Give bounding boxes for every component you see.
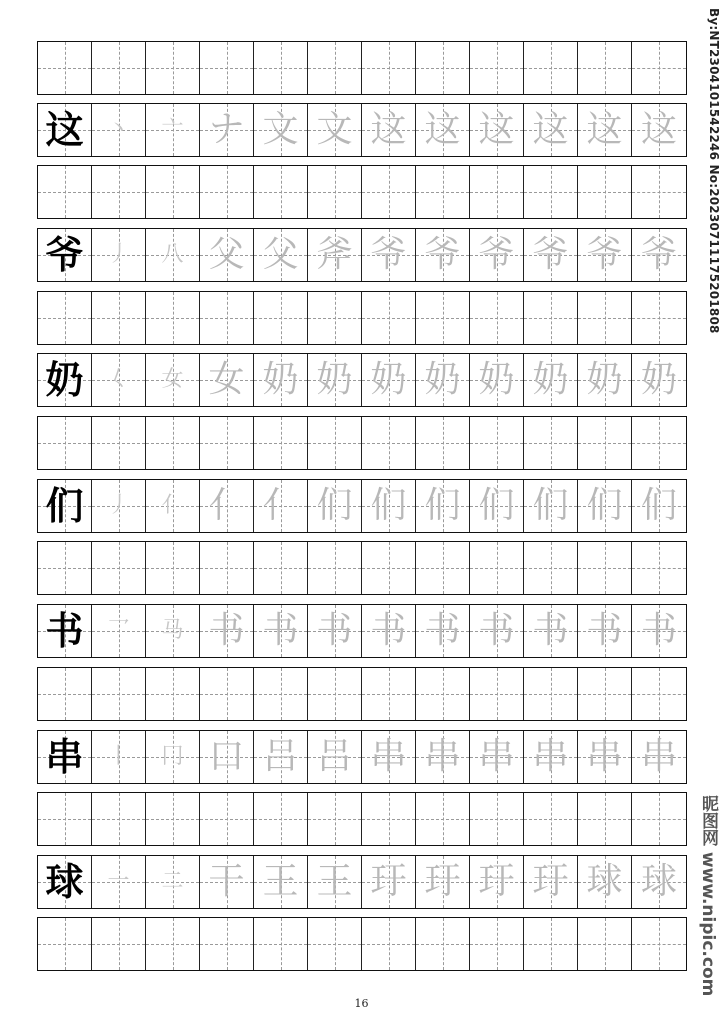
practice-cell[interactable] (254, 856, 308, 908)
stroke-order-trace: 书 (316, 610, 353, 651)
stroke-order-trace: 爷 (532, 234, 569, 275)
blank-practice-row (37, 792, 687, 846)
practice-cell[interactable] (524, 731, 578, 783)
practice-cell[interactable] (470, 417, 524, 469)
practice-cell[interactable] (416, 856, 470, 908)
practice-cell[interactable] (200, 166, 254, 218)
practice-cell[interactable] (200, 668, 254, 720)
practice-cell[interactable] (578, 668, 632, 720)
stroke-order-trace: 串 (478, 736, 515, 777)
model-character-cell (38, 731, 92, 783)
blank-practice-row (37, 541, 687, 595)
practice-cell[interactable] (254, 104, 308, 156)
stroke-order-trace: 丿 (107, 242, 130, 267)
stroke-order-trace: 这 (424, 109, 461, 150)
practice-cell[interactable] (254, 354, 308, 406)
practice-cell[interactable] (200, 229, 254, 281)
practice-cell[interactable] (200, 292, 254, 344)
practice-cell[interactable] (308, 292, 362, 344)
stroke-order-trace: 亻 (161, 493, 184, 518)
practice-cell[interactable] (146, 793, 200, 845)
practice-cell[interactable] (416, 668, 470, 720)
practice-cell[interactable] (146, 229, 200, 281)
practice-cell[interactable] (524, 668, 578, 720)
practice-cell[interactable] (254, 793, 308, 845)
practice-cell[interactable] (254, 918, 308, 970)
practice-cell[interactable] (416, 731, 470, 783)
practice-cell[interactable] (632, 605, 686, 657)
stroke-order-trace: 女 (208, 359, 245, 400)
practice-cell[interactable] (524, 793, 578, 845)
practice-cell[interactable] (308, 668, 362, 720)
practice-cell[interactable] (92, 480, 146, 532)
model-character: 爷 (45, 233, 84, 277)
stroke-order-trace: 乛 (107, 618, 130, 643)
practice-cell[interactable] (308, 856, 362, 908)
stroke-order-trace: 书 (532, 610, 569, 651)
stroke-order-trace: 书 (586, 610, 623, 651)
practice-cell[interactable] (578, 542, 632, 594)
practice-cell[interactable] (470, 104, 524, 156)
practice-cell[interactable] (470, 731, 524, 783)
stroke-order-trace: 书 (370, 610, 407, 651)
model-character: 奶 (45, 358, 84, 402)
practice-cell[interactable] (92, 542, 146, 594)
practice-cell[interactable] (470, 354, 524, 406)
practice-cell[interactable] (38, 793, 92, 845)
practice-cell[interactable] (146, 605, 200, 657)
character-practice-row (37, 604, 687, 658)
practice-cell[interactable] (362, 731, 416, 783)
stroke-order-trace: 𡿨 (107, 367, 130, 392)
practice-cell[interactable] (92, 166, 146, 218)
stroke-order-trace: 书 (262, 610, 299, 651)
practice-cell[interactable] (200, 104, 254, 156)
watermark: 昵图网 www.nipic.com (698, 795, 718, 997)
practice-cell[interactable] (362, 166, 416, 218)
practice-cell[interactable] (200, 354, 254, 406)
character-practice-row (37, 855, 687, 909)
practice-cell[interactable] (524, 229, 578, 281)
stroke-order-trace: 一 (107, 869, 130, 894)
practice-cell[interactable] (362, 229, 416, 281)
practice-cell[interactable] (578, 856, 632, 908)
blank-practice-row (37, 165, 687, 219)
practice-cell[interactable] (524, 542, 578, 594)
stroke-order-trace: 奶 (532, 359, 569, 400)
practice-cell[interactable] (200, 542, 254, 594)
stroke-order-trace: 王 (316, 861, 353, 902)
practice-cell[interactable] (524, 480, 578, 532)
stroke-order-trace: 玗 (424, 861, 461, 902)
practice-cell[interactable] (308, 918, 362, 970)
practice-cell[interactable] (146, 668, 200, 720)
practice-cell[interactable] (254, 229, 308, 281)
stroke-order-trace: 丿 (107, 493, 130, 518)
practice-cell[interactable] (416, 166, 470, 218)
practice-cell[interactable] (524, 918, 578, 970)
practice-cell[interactable] (470, 856, 524, 908)
practice-cell[interactable] (578, 166, 632, 218)
stroke-order-trace: 爷 (586, 234, 623, 275)
stroke-order-trace: 马 (161, 618, 184, 643)
model-character-cell (38, 354, 92, 406)
practice-cell[interactable] (578, 292, 632, 344)
practice-cell[interactable] (470, 480, 524, 532)
practice-cell[interactable] (416, 292, 470, 344)
stroke-order-trace: 爷 (424, 234, 461, 275)
practice-cell[interactable] (308, 542, 362, 594)
stroke-order-trace: 冂 (161, 744, 184, 769)
stroke-order-trace: 奶 (424, 359, 461, 400)
model-character: 们 (45, 484, 84, 528)
side-caption: By:NT2304101542246 No:20230711175201808 (707, 8, 721, 334)
stroke-order-trace: 丨 (107, 744, 130, 769)
practice-cell[interactable] (632, 542, 686, 594)
practice-cell[interactable] (308, 417, 362, 469)
practice-cell[interactable] (524, 354, 578, 406)
practice-cell[interactable] (92, 731, 146, 783)
practice-cell[interactable] (416, 229, 470, 281)
practice-cell[interactable] (524, 42, 578, 94)
practice-cell[interactable] (470, 542, 524, 594)
practice-cell[interactable] (470, 229, 524, 281)
model-character: 书 (45, 609, 84, 653)
stroke-order-trace: 们 (586, 485, 623, 526)
practice-cell[interactable] (578, 42, 632, 94)
practice-cell[interactable] (524, 166, 578, 218)
stroke-order-trace: 奶 (640, 359, 677, 400)
practice-cell[interactable] (362, 104, 416, 156)
practice-cell[interactable] (308, 731, 362, 783)
stroke-order-trace: 二 (161, 869, 184, 894)
practice-cell[interactable] (146, 480, 200, 532)
practice-cell[interactable] (308, 166, 362, 218)
practice-cell[interactable] (38, 417, 92, 469)
practice-cell[interactable] (362, 292, 416, 344)
practice-cell[interactable] (146, 104, 200, 156)
stroke-order-trace: 玗 (532, 861, 569, 902)
blank-practice-row (37, 917, 687, 971)
practice-cell[interactable] (92, 229, 146, 281)
practice-cell[interactable] (578, 731, 632, 783)
practice-cell[interactable] (308, 605, 362, 657)
practice-cell[interactable] (146, 918, 200, 970)
stroke-order-trace: 串 (532, 736, 569, 777)
practice-cell[interactable] (200, 417, 254, 469)
practice-cell[interactable] (92, 42, 146, 94)
stroke-order-trace: 们 (424, 485, 461, 526)
practice-cell[interactable] (254, 668, 308, 720)
stroke-order-trace: 球 (640, 861, 677, 902)
practice-cell[interactable] (308, 42, 362, 94)
stroke-order-trace: 串 (586, 736, 623, 777)
practice-cell[interactable] (146, 354, 200, 406)
stroke-order-trace: 们 (532, 485, 569, 526)
practice-cell[interactable] (632, 42, 686, 94)
practice-cell[interactable] (632, 104, 686, 156)
practice-cell[interactable] (254, 480, 308, 532)
stroke-order-trace: 八 (161, 242, 184, 267)
model-character: 串 (45, 735, 84, 779)
practice-cell[interactable] (200, 42, 254, 94)
practice-cell[interactable] (200, 918, 254, 970)
stroke-order-trace: 口 (208, 736, 245, 777)
blank-practice-row (37, 291, 687, 345)
practice-cell[interactable] (470, 166, 524, 218)
stroke-order-trace: 吕 (316, 736, 353, 777)
practice-cell[interactable] (92, 668, 146, 720)
practice-cell[interactable] (254, 417, 308, 469)
stroke-order-trace: 串 (424, 736, 461, 777)
stroke-order-trace: 这 (640, 109, 677, 150)
model-character: 这 (45, 108, 84, 152)
practice-cell[interactable] (200, 605, 254, 657)
practice-cell[interactable] (92, 793, 146, 845)
practice-cell[interactable] (308, 104, 362, 156)
blank-practice-row (37, 667, 687, 721)
practice-cell[interactable] (200, 480, 254, 532)
practice-cell[interactable] (38, 668, 92, 720)
stroke-order-trace: 王 (262, 861, 299, 902)
stroke-order-trace: 爷 (640, 234, 677, 275)
practice-cell[interactable] (524, 856, 578, 908)
stroke-order-trace: 玗 (370, 861, 407, 902)
stroke-order-trace: 干 (208, 861, 245, 902)
practice-cell[interactable] (470, 605, 524, 657)
practice-cell[interactable] (578, 793, 632, 845)
practice-cell[interactable] (416, 542, 470, 594)
practice-cell[interactable] (38, 42, 92, 94)
stroke-order-trace: ナ (208, 109, 245, 150)
practice-cell[interactable] (254, 605, 308, 657)
practice-cell[interactable] (362, 668, 416, 720)
stroke-order-trace: 亻 (208, 485, 245, 526)
practice-cell[interactable] (632, 793, 686, 845)
practice-cell[interactable] (578, 417, 632, 469)
practice-cell[interactable] (254, 542, 308, 594)
stroke-order-trace: 女 (161, 367, 184, 392)
model-character-cell (38, 856, 92, 908)
practice-cell[interactable] (362, 918, 416, 970)
practice-cell[interactable] (146, 166, 200, 218)
practice-cell[interactable] (92, 856, 146, 908)
stroke-order-trace: 亻 (262, 485, 299, 526)
practice-cell[interactable] (632, 918, 686, 970)
practice-cell[interactable] (308, 229, 362, 281)
practice-cell[interactable] (254, 166, 308, 218)
practice-cell[interactable] (146, 731, 200, 783)
practice-cell[interactable] (362, 417, 416, 469)
practice-cell[interactable] (146, 292, 200, 344)
practice-cell[interactable] (470, 42, 524, 94)
practice-cell[interactable] (632, 480, 686, 532)
practice-cell[interactable] (578, 480, 632, 532)
practice-cell[interactable] (632, 731, 686, 783)
stroke-order-trace: 文 (316, 109, 353, 150)
stroke-order-trace: 奶 (316, 359, 353, 400)
practice-cell[interactable] (632, 229, 686, 281)
stroke-order-trace: 父 (208, 234, 245, 275)
character-practice-row (37, 103, 687, 157)
practice-cell[interactable] (146, 42, 200, 94)
practice-cell[interactable] (92, 104, 146, 156)
model-character-cell (38, 605, 92, 657)
practice-cell[interactable] (632, 668, 686, 720)
stroke-order-trace: 奶 (262, 359, 299, 400)
stroke-order-trace: 们 (316, 485, 353, 526)
practice-cell[interactable] (362, 856, 416, 908)
practice-cell[interactable] (146, 542, 200, 594)
practice-cell[interactable] (632, 417, 686, 469)
practice-cell[interactable] (362, 480, 416, 532)
blank-practice-row (37, 41, 687, 95)
practice-cell[interactable] (92, 354, 146, 406)
practice-cell[interactable] (578, 354, 632, 406)
practice-cell[interactable] (308, 480, 362, 532)
model-character: 球 (45, 860, 84, 904)
practice-cell[interactable] (92, 292, 146, 344)
stroke-order-trace: 父 (262, 234, 299, 275)
practice-cell[interactable] (362, 354, 416, 406)
stroke-order-trace: 这 (478, 109, 515, 150)
practice-cell[interactable] (200, 793, 254, 845)
practice-cell[interactable] (362, 42, 416, 94)
stroke-order-trace: 奶 (370, 359, 407, 400)
practice-cell[interactable] (524, 104, 578, 156)
practice-cell[interactable] (632, 354, 686, 406)
practice-cell[interactable] (416, 42, 470, 94)
practice-cell[interactable] (92, 417, 146, 469)
practice-cell[interactable] (416, 605, 470, 657)
practice-cell[interactable] (578, 918, 632, 970)
practice-cell[interactable] (38, 292, 92, 344)
page-number: 16 (354, 997, 369, 1010)
practice-cell[interactable] (470, 793, 524, 845)
practice-cell[interactable] (632, 292, 686, 344)
practice-cell[interactable] (578, 605, 632, 657)
practice-cell[interactable] (416, 104, 470, 156)
practice-cell[interactable] (38, 918, 92, 970)
model-character-cell (38, 229, 92, 281)
stroke-order-trace: 玗 (478, 861, 515, 902)
stroke-order-trace: 书 (424, 610, 461, 651)
practice-cell[interactable] (308, 793, 362, 845)
stroke-order-trace: 书 (478, 610, 515, 651)
practice-cell[interactable] (524, 605, 578, 657)
stroke-order-trace: 爷 (478, 234, 515, 275)
practice-cell[interactable] (38, 166, 92, 218)
stroke-order-trace: 串 (370, 736, 407, 777)
practice-cell[interactable] (632, 166, 686, 218)
blank-practice-row (37, 416, 687, 470)
stroke-order-trace: 球 (586, 861, 623, 902)
stroke-order-trace: 们 (370, 485, 407, 526)
stroke-order-trace: 奶 (478, 359, 515, 400)
model-character-cell (38, 480, 92, 532)
practice-cell[interactable] (362, 542, 416, 594)
stroke-order-trace: 们 (478, 485, 515, 526)
practice-cell[interactable] (416, 918, 470, 970)
practice-cell[interactable] (254, 292, 308, 344)
practice-cell[interactable] (362, 793, 416, 845)
practice-cell[interactable] (254, 731, 308, 783)
practice-cell[interactable] (578, 104, 632, 156)
practice-cell[interactable] (470, 918, 524, 970)
stroke-order-trace: 这 (586, 109, 623, 150)
practice-cell[interactable] (38, 542, 92, 594)
practice-cell[interactable] (578, 229, 632, 281)
stroke-order-trace: 文 (262, 109, 299, 150)
model-character-cell (38, 104, 92, 156)
practice-cell[interactable] (524, 292, 578, 344)
practice-cell[interactable] (200, 731, 254, 783)
practice-cell[interactable] (362, 605, 416, 657)
stroke-order-trace: 奶 (586, 359, 623, 400)
practice-cell[interactable] (632, 856, 686, 908)
character-practice-row (37, 479, 687, 533)
stroke-order-trace: 斧 (316, 234, 353, 275)
practice-cell[interactable] (92, 605, 146, 657)
stroke-order-trace: 爷 (370, 234, 407, 275)
stroke-order-trace: 丶 (107, 117, 130, 142)
stroke-order-trace: 书 (208, 610, 245, 651)
stroke-order-trace: 书 (640, 610, 677, 651)
stroke-order-trace: 串 (640, 736, 677, 777)
stroke-order-trace: 们 (640, 485, 677, 526)
practice-cell[interactable] (146, 417, 200, 469)
character-practice-row (37, 228, 687, 282)
stroke-order-trace: 亠 (161, 117, 184, 142)
stroke-order-trace: 吕 (262, 736, 299, 777)
character-practice-row (37, 730, 687, 784)
practice-cell[interactable] (416, 354, 470, 406)
practice-cell[interactable] (200, 856, 254, 908)
character-practice-row (37, 353, 687, 407)
practice-cell[interactable] (308, 354, 362, 406)
practice-cell[interactable] (254, 42, 308, 94)
practice-cell[interactable] (146, 856, 200, 908)
practice-cell[interactable] (92, 918, 146, 970)
practice-cell[interactable] (416, 793, 470, 845)
stroke-order-trace: 这 (532, 109, 569, 150)
practice-cell[interactable] (524, 417, 578, 469)
practice-cell[interactable] (416, 480, 470, 532)
practice-cell[interactable] (416, 417, 470, 469)
practice-cell[interactable] (470, 668, 524, 720)
stroke-order-trace: 这 (370, 109, 407, 150)
practice-cell[interactable] (470, 292, 524, 344)
